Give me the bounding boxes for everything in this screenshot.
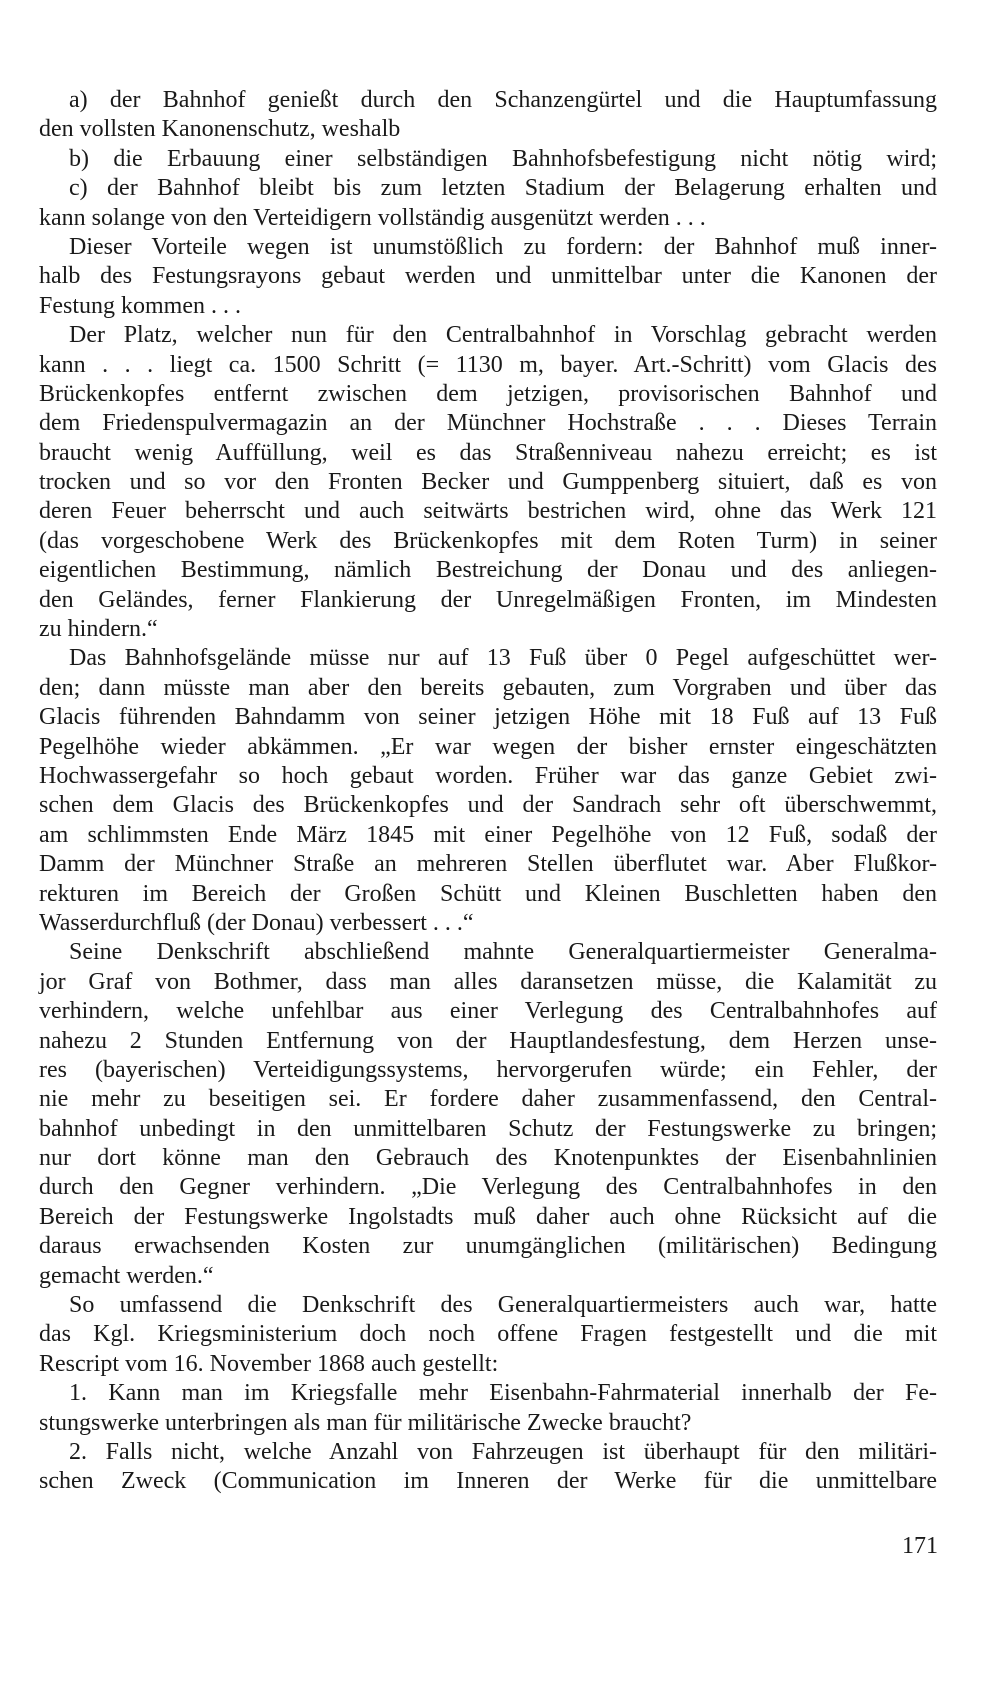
text-line: schen Zweck (Communication im Inneren der Werke für die unmittelbare bbox=[39, 1468, 937, 1495]
text-line: am schlimmsten Ende März 1845 mit einer Pegelhöhe von 12 Fuß, sodaß der bbox=[39, 821, 937, 848]
text-line: rekturen im Bereich der Großen Schütt und Kleinen Buschletten haben den bbox=[39, 880, 937, 907]
text-line: Rescript vom 16. November 1868 auch gestellt: bbox=[39, 1350, 499, 1377]
text-line: Pegelhöhe wieder abkämmen. „Er war wegen der bisher ernster eingeschätzten bbox=[39, 733, 937, 760]
text-line: nie mehr zu beseitigen sei. Er fordere daher zusammenfassend, den Central- bbox=[39, 1086, 937, 1113]
text-line: Damm der Münchner Straße an mehreren Stellen überflutet war. Aber Flußkor- bbox=[39, 851, 937, 878]
text-line: Hochwassergefahr so hoch gebaut worden. Früher war das ganze Gebiet zwi- bbox=[39, 762, 937, 789]
text-line: Der Platz, welcher nun für den Centralbahnhof in Vorschlag gebracht werden bbox=[69, 322, 937, 349]
text-line: den Geländes, ferner Flankierung der Unregelmäßigen Fronten, im Mindesten bbox=[39, 586, 937, 613]
text-line: Dieser Vorteile wegen ist unumstößlich zu fordern: der Bahnhof muß inner- bbox=[69, 233, 937, 260]
text-line: nahezu 2 Stunden Entfernung von der Hauptlandesfestung, dem Herzen unse- bbox=[39, 1027, 937, 1054]
text-line: kann . . . liegt ca. 1500 Schritt (= 1130 m, bayer. Art.-Schritt) vom Glacis des bbox=[39, 351, 937, 378]
text-line: a) der Bahnhof genießt durch den Schanzengürtel und die Hauptumfassung bbox=[69, 87, 937, 113]
text-line: halb des Festungsrayons gebaut werden und unmittelbar unter die Kanonen der bbox=[39, 263, 937, 290]
text-line: daraus erwachsenden Kosten zur unumgänglichen (militärischen) Bedingung bbox=[39, 1233, 937, 1260]
text-line: (das vorgeschobene Werk des Brückenkopfes mit dem Roten Turm) in seiner bbox=[39, 527, 937, 554]
text-line: eigentlichen Bestimmung, nämlich Bestreichung der Donau und des anliegen- bbox=[39, 557, 937, 584]
text-line: den vollsten Kanonenschutz, weshalb bbox=[39, 116, 401, 143]
text-line: verhindern, welche unfehlbar aus einer Verlegung des Centralbahnhofes auf bbox=[39, 998, 937, 1025]
text-line: Glacis führenden Bahndamm von seiner jetzigen Höhe mit 18 Fuß auf 13 Fuß bbox=[39, 704, 937, 731]
text-line: gemacht werden.“ bbox=[39, 1262, 214, 1289]
text-line: trocken und so vor den Fronten Becker und Gumppenberg situiert, daß es von bbox=[39, 469, 937, 496]
text-line: So umfassend die Denkschrift des Generalquartiermeisters auch war, hatte bbox=[69, 1292, 937, 1319]
text-line: braucht wenig Auffüllung, weil es das Straßenniveau nahezu erreicht; es ist bbox=[39, 439, 937, 466]
text-line: b) die Erbauung einer selbständigen Bahnhofsbefestigung nicht nötig wird; bbox=[69, 145, 937, 172]
text-line: bahnhof unbedingt in den unmittelbaren Schutz der Festungswerke zu bringen; bbox=[39, 1115, 937, 1142]
text-line: deren Feuer beherrscht und auch seitwärts bestrichen wird, ohne das Werk 121 bbox=[39, 498, 937, 525]
page-number: 171 bbox=[902, 1533, 938, 1559]
text-line: jor Graf von Bothmer, dass man alles daransetzen müsse, die Kalamität zu bbox=[39, 968, 937, 995]
text-line: das Kgl. Kriegsministerium doch noch offene Fragen festgestellt und die mit bbox=[39, 1321, 937, 1348]
text-line: Das Bahnhofsgelände müsse nur auf 13 Fuß über 0 Pegel aufgeschüttet wer- bbox=[69, 645, 937, 672]
text-line: den; dann müsste man aber den bereits gebauten, zum Vorgraben und über das bbox=[39, 674, 937, 701]
text-line: dem Friedenspulvermagazin an der Münchner Hochstraße . . . Dieses Terrain bbox=[39, 410, 937, 437]
text-line: Brückenkopfes entfernt zwischen dem jetzigen, provisorischen Bahnhof und bbox=[39, 380, 937, 407]
text-line: stungswerke unterbringen als man für militärische Zwecke braucht? bbox=[39, 1409, 692, 1436]
body-text bbox=[39, 86, 937, 1497]
text-line: zu hindern.“ bbox=[39, 616, 158, 643]
text-line: 1. Kann man im Kriegsfalle mehr Eisenbahn-Fahrmaterial innerhalb der Fe- bbox=[69, 1380, 937, 1407]
text-line: nur dort könne man den Gebrauch des Knotenpunktes der Eisenbahnlinien bbox=[39, 1145, 937, 1172]
text-line: Bereich der Festungswerke Ingolstadts muß daher auch ohne Rücksicht auf die bbox=[39, 1203, 937, 1230]
text-line: durch den Gegner verhindern. „Die Verlegung des Centralbahnhofes in den bbox=[39, 1174, 937, 1201]
text-line: res (bayerischen) Verteidigungssystems, hervorgerufen würde; ein Fehler, der bbox=[39, 1056, 937, 1083]
text-line: c) der Bahnhof bleibt bis zum letzten Stadium der Belagerung erhalten und bbox=[69, 175, 937, 202]
text-line: schen dem Glacis des Brückenkopfes und der Sandrach sehr oft überschwemmt, bbox=[39, 792, 937, 819]
text-line: 2. Falls nicht, welche Anzahl von Fahrzeugen ist überhaupt für den militäri- bbox=[69, 1438, 937, 1465]
text-line: Seine Denkschrift abschließend mahnte Generalquartiermeister Generalma- bbox=[69, 939, 937, 966]
text-line: Festung kommen . . . bbox=[39, 292, 241, 319]
text-line: kann solange von den Verteidigern vollständig ausgenützt werden . . . bbox=[39, 204, 706, 231]
text-line: Wasserdurchfluß (der Donau) verbessert . . .“ bbox=[39, 909, 474, 936]
